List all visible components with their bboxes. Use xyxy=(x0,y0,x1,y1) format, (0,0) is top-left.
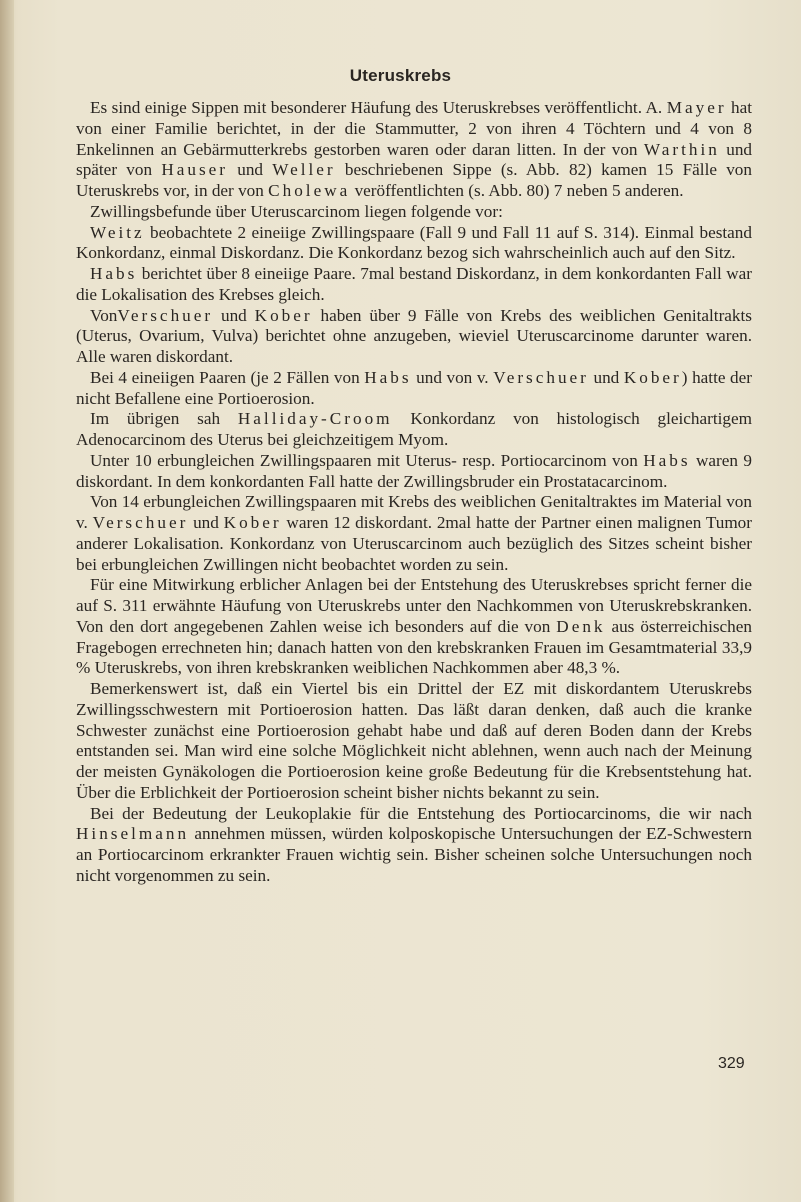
author-name: Kober xyxy=(223,513,282,532)
paragraph xyxy=(76,804,752,887)
text-run: ) hatte der nicht Befallene eine Portioerosion. xyxy=(76,367,752,408)
text-run: Konkordanz von histologisch gleichartigem Adenocarcinom des Uterus bei gleichzeitigem Myom. xyxy=(76,409,752,449)
text-run: und später von xyxy=(76,139,753,180)
author-name: Cholewa xyxy=(268,181,351,200)
author-name: Habs xyxy=(643,450,691,470)
text-run: Es sind einige Sippen mit besonderer Häufung des Uteruskrebses veröffentlicht. A. xyxy=(90,98,667,117)
text-run: und xyxy=(588,367,624,387)
author-name: Verschuer xyxy=(92,513,189,532)
text-run: Von 14 erbungleichen Zwillingspaaren mit Krebs des weiblichen Genitaltraktes im Material von v. xyxy=(76,492,752,532)
text-run: beobachtete 2 eineiige Zwillingspaare (Fall 9 und Fall 11 auf S. 314). Einmal bestand Konkordanz, einmal Diskordanz. Die Konkordanz bezog sich wahrscheinlich auch auf den Sitz. xyxy=(76,222,752,263)
text-run: annehmen müssen, würden kolposkopische Untersuchungen der EZ-Schwestern an Portiocarcinom erkrankter Frauen wichtig sein. Bisher scheinen solche Untersuchungen noch nicht vorgenommen zu sein. xyxy=(76,824,752,885)
text-run: Zwillingsbefunde über Uteruscarcinom liegen folgende vor: xyxy=(90,201,503,221)
paragraph xyxy=(76,492,752,575)
text-run: veröffentlichten (s. Abb. 80) 7 neben 5 anderen. xyxy=(350,181,684,200)
book-spine-shadow xyxy=(0,0,14,1202)
author-name: Verschuer xyxy=(493,367,589,387)
text-run: und xyxy=(188,513,224,532)
text-run: Unter 10 erbungleichen Zwillingspaaren mit Uterus- resp. Portiocarcinom von xyxy=(90,450,644,470)
text-run: haben über 9 Fälle von Krebs des weiblichen Genitaltrakts (Uterus, Ovarium, Vulva) berichtet ohne anzugeben, wieviel Uteruscarcinome darunter waren. Alle waren diskordant. xyxy=(76,305,752,366)
text-run: waren 9 diskordant. In dem konkordanten Fall hatte der Zwillingsbruder ein Prostatacarcinom. xyxy=(76,450,752,491)
paragraph xyxy=(76,98,752,202)
body-text xyxy=(76,98,752,887)
text-run: Von xyxy=(90,305,118,325)
author-name: Habs xyxy=(364,367,412,387)
author-name: Halliday-Croom xyxy=(237,409,393,429)
paragraph xyxy=(76,679,752,804)
paragraph xyxy=(76,575,752,679)
paragraph xyxy=(76,264,752,306)
text-run: Für eine Mitwirkung erblicher Anlagen bei der Entstehung des Uteruskrebses spricht ferner die auf S. 311 erwähnte Häufung von Uteruskrebs unter den Nachkommen von Uteruskrebskranken. Von den dort angegebenen Zahlen weise ich besonders auf die von xyxy=(76,575,752,636)
text-run: hat von einer Familie berichtet, in der die Stammutter, 2 von ihren 4 Töchtern und 4 von 8 Enkelinnen an Gebärmutterkrebs gestorben waren oder daran litten. In der von xyxy=(76,98,753,159)
author-name: Habs xyxy=(90,264,138,283)
text-run: waren 12 diskordant. 2mal hatte der Partner einen malignen Tumor anderer Lokalisation. Konkordanz von Uteruscarcinom auch bezüglich des Sitzes scheint bisher bei erbungleichen Zwillingen nicht beobachtet worden zu sein. xyxy=(76,513,753,574)
author-name: Weller xyxy=(272,160,336,180)
text-run: und von v. xyxy=(411,367,494,387)
author-name: Kober xyxy=(254,305,313,325)
paragraph xyxy=(76,368,752,410)
author-name: Warthin xyxy=(643,139,720,159)
text-run: und xyxy=(213,305,255,325)
author-name: Hauser xyxy=(161,160,228,180)
running-title: Uteruskrebs xyxy=(349,66,452,85)
paragraph xyxy=(76,451,752,493)
author-name: Weitz xyxy=(90,222,145,242)
text-run: Bei 4 eineiigen Paaren (je 2 Fällen von xyxy=(90,367,365,387)
author-name: Verschuer xyxy=(117,305,214,325)
text-run: beschriebenen Sippe (s. Abb. 82) kamen 15 Fälle von Uteruskrebs vor, in der von xyxy=(76,160,752,200)
author-name: Kober xyxy=(623,367,682,387)
text-run: Bei der Bedeutung der Leukoplakie für die Entstehung des Portiocarcinoms, die wir nach xyxy=(90,803,752,823)
paragraph xyxy=(76,409,752,451)
text-run: und xyxy=(228,160,273,180)
author-name: Mayer xyxy=(666,98,727,117)
text-run: aus österreichischen Fragebogen errechneten hin; danach hatten von den krebskranken Frauen im Gesamtmaterial 33,9 % Uteruskrebs, von ihren krebskranken weiblichen Nachkommen aber 48,3 %. xyxy=(76,616,752,678)
text-run: Im übrigen sah xyxy=(90,409,238,429)
text-run: berichtet über 8 eineiige Paare. 7mal bestand Diskordanz, in dem konkordanten Fall war die Lokalisation des Krebses gleich. xyxy=(76,264,752,304)
paragraph xyxy=(76,306,752,368)
text-run: Bemerkenswert ist, daß ein Viertel bis ein Drittel der EZ mit diskordantem Uteruskrebs Zwillingsschwestern mit Portioerosion hatten. Das läßt daran denken, daß auch die kranke Schwester zunächst eine Portioerosion gehabt habe und daß auf deren Boden dann der Krebs entstanden sei. Man wird eine solche Möglichkeit nicht ablehnen, wenn auch nach der Meinung der meisten Gynäkologen die Portioerosion keine große Bedeutung für die Krebsentstehung hat. Über die Erblichkeit der Portioerosion scheint bisher nichts bekannt zu sein. xyxy=(76,679,752,802)
paragraph xyxy=(76,223,752,265)
author-name: Denk xyxy=(556,616,606,636)
author-name: Hinselmann xyxy=(76,824,190,844)
paragraph xyxy=(76,202,752,223)
page-number: 329 xyxy=(718,1055,745,1072)
